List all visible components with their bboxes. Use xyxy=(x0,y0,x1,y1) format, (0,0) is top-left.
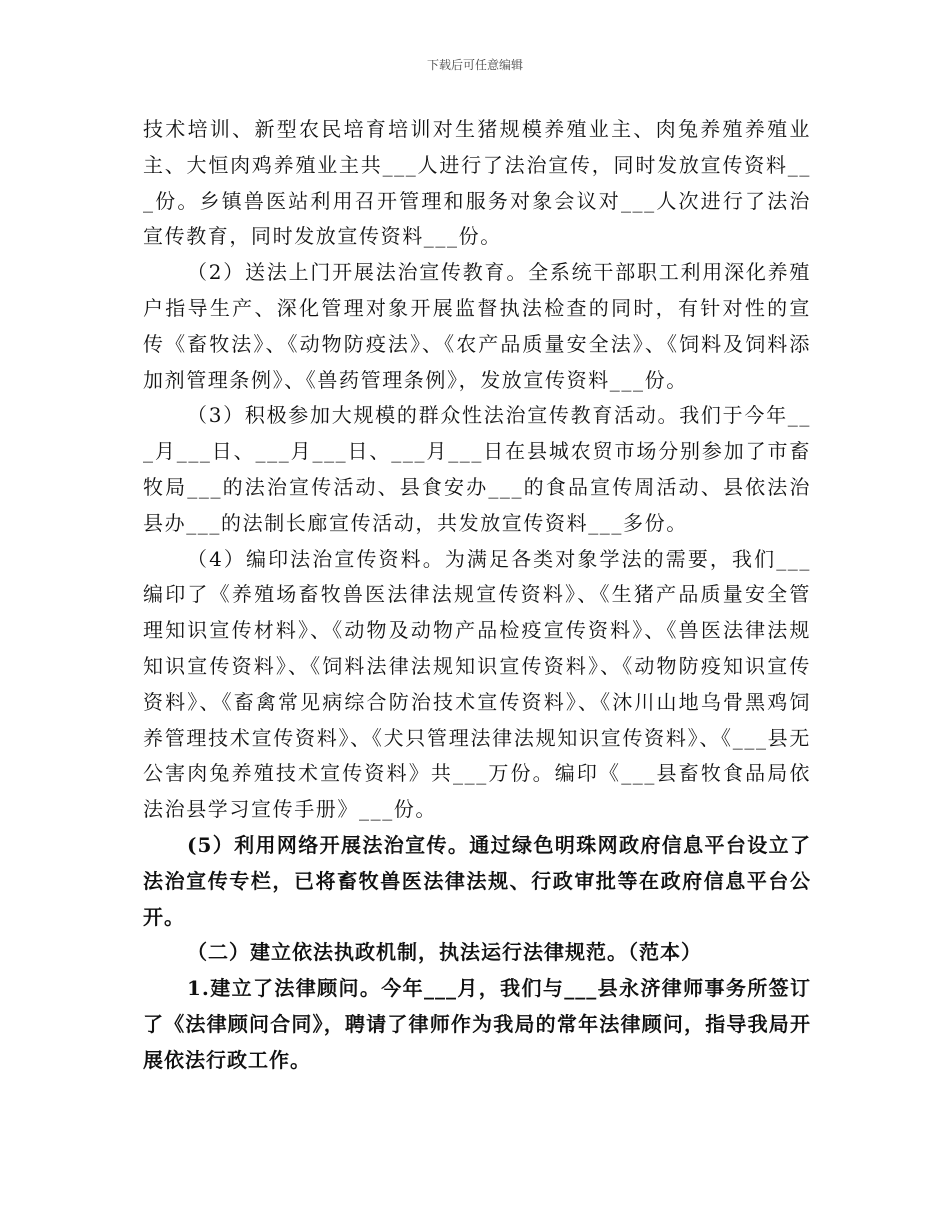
section-heading: （二）建立依法执政机制，执法运行法律规范。（范本） xyxy=(187,940,702,965)
paragraph-item-4: （4）编印法治宣传资料。为满足各类对象学法的需要，我们___编印了《养殖场畜牧兽医法律法规宣传资料》、《生猪产品质量安全管理知识宣传材料》、《动物及动物产品检疫宣传资料》、《兽医法律法规知识宣传资料》、《饲料法律法规知识宣传资料》、《动物防疫知识宣传资料》、《畜禽常见病综合防治技术宣传资料》、《沐川山地乌骨黑鸡饲养管理技术宣传资料》、《犬只管理法律法规知识宣传资料》、《___县无公害肉兔养殖技术宣传资料》共___万份。编印《___县畜牧食品局依法治县学习宣传手册》___份。 xyxy=(143,546,811,822)
page-header: 下载后可任意编辑 xyxy=(426,58,523,72)
paragraph-continuation: 技术培训、新型农民培育培训对生猪规模养殖业主、肉兔养殖养殖业主、大恒肉鸡养殖业主共___人进行了法治宣传，同时发放宣传资料___份。乡镇兽医站利用召开管理和服务对象会议对___人次进行了法治宣传教育，同时发放宣传资料___份。 xyxy=(143,117,811,249)
paragraph-item-5: (5）利用网络开展法治宣传。通过绿色明珠网政府信息平台设立了法治宣传专栏，已将畜牧兽医法律法规、行政审批等在政府信息平台公开。 xyxy=(143,832,811,929)
paragraph-item-3: （3）积极参加大规模的群众性法治宣传教育活动。我们于今年___月___日、___月___日、___月___日在县城农贸市场分别参加了市畜牧局___的法治宣传活动、县食安办___的食品宣传周活动、县依法治县办___的法制长廊宣传活动，共发放宣传资料___多份。 xyxy=(143,403,811,535)
paragraph-legal-advisor: 1.建立了法律顾问。今年___月，我们与___县永济律师事务所签订了《法律顾问合同》，聘请了律师作为我局的常年法律顾问，指导我局开展依法行政工作。 xyxy=(143,976,811,1072)
paragraph-item-2: （2）送法上门开展法治宣传教育。全系统干部职工利用深化养殖户指导生产、深化管理对象开展监督执法检查的同时，有针对性的宣传《畜牧法》、《动物防疫法》、《农产品质量安全法》、《饲料及饲料添加剂管理条例》、《兽药管理条例》，发放宣传资料___份。 xyxy=(143,260,811,392)
document-body xyxy=(143,112,811,1079)
